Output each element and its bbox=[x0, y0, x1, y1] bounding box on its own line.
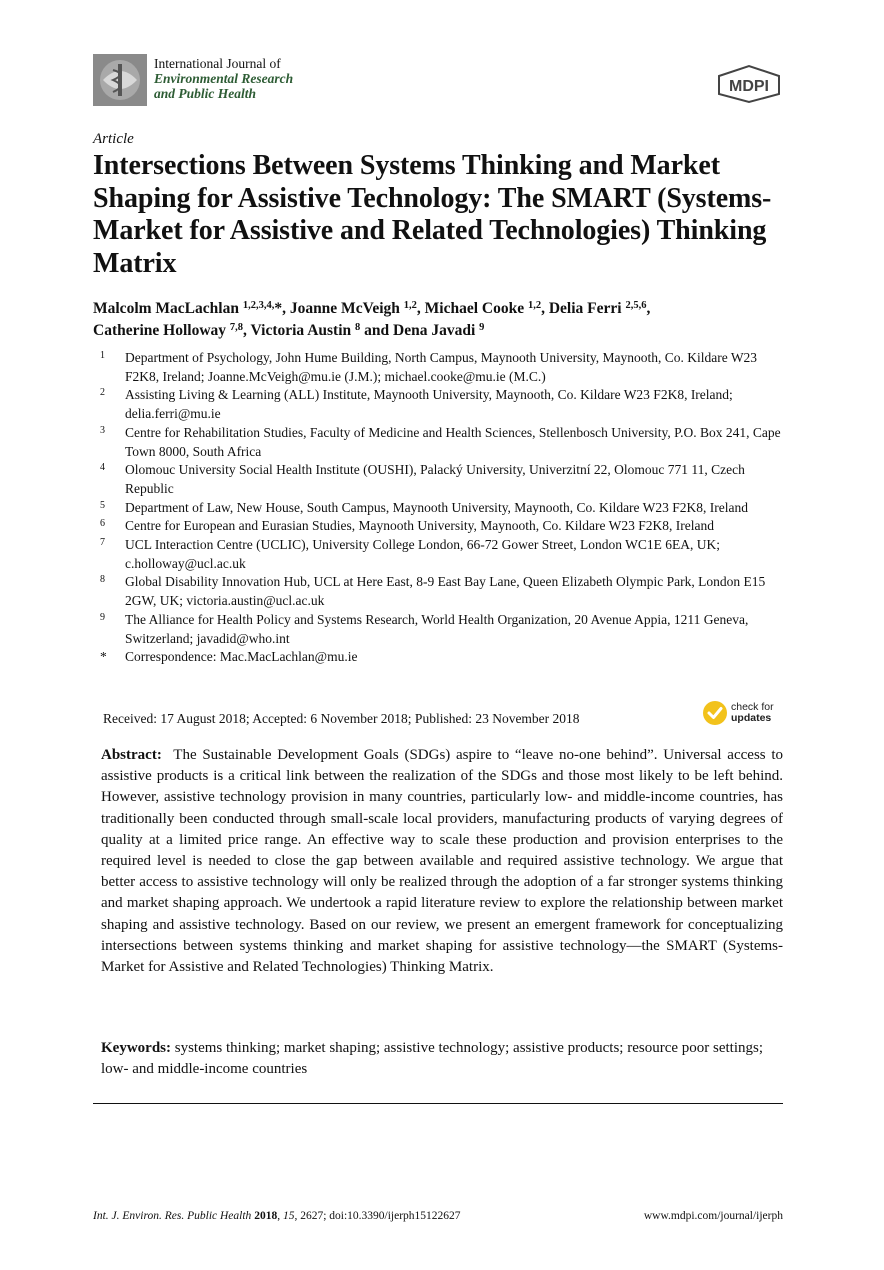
affiliation-item bbox=[100, 499, 790, 518]
keywords-text: systems thinking; market shaping; assistive technology; assistive products; resource poor settings; low- and middle-income countries bbox=[101, 1040, 764, 1078]
author-name: Dena Javadi bbox=[393, 322, 476, 339]
journal-logo bbox=[93, 54, 147, 106]
keywords-label: Keywords: bbox=[101, 1040, 171, 1056]
footer-journal-abbrev: Int. J. Environ. Res. Public Health bbox=[93, 1210, 252, 1222]
affiliation-number: 6 bbox=[100, 518, 105, 530]
affiliation-text: Assisting Living & Learning (ALL) Institute, Maynooth University, Maynooth, Co. Kildare W23 F2K8, Ireland; delia.ferri@mu.ie bbox=[125, 387, 733, 422]
affiliation-text: Department of Law, New House, South Campus, Maynooth University, Maynooth, Co. Kildare W23 F2K8, Ireland bbox=[125, 499, 749, 515]
affiliation-number: 4 bbox=[100, 462, 105, 474]
affiliation-item bbox=[100, 573, 790, 610]
affiliation-item bbox=[100, 648, 790, 667]
author-affiliation-markers: 9 bbox=[479, 322, 485, 333]
author-affiliation-markers: 7,8 bbox=[229, 322, 244, 333]
abstract bbox=[101, 745, 783, 978]
affiliation-number: 3 bbox=[100, 424, 105, 436]
affiliation-text: Global Disability Innovation Hub, UCL at Here East, 8-9 East Bay Lane, Queen Elizabeth Olympic Park, London E15 2GW, UK; victoria.austin@ucl.ac.uk bbox=[125, 574, 766, 609]
footer-year: 2018 bbox=[254, 1210, 278, 1222]
footer-journal-url[interactable]: www.mdpi.com/journal/ijerph bbox=[643, 1210, 783, 1222]
author-separator: , bbox=[646, 300, 651, 317]
affiliation-text: UCL Interaction Centre (UCLIC), University College London, 66-72 Gower Street, London WC1E 6EA, UK; c.holloway@ucl.ac.uk bbox=[125, 537, 721, 571]
affiliation-item bbox=[100, 461, 790, 498]
affiliation-number: * bbox=[100, 649, 107, 665]
journal-name-line3: and Public Health bbox=[154, 86, 257, 101]
affiliation-text: Correspondence: Mac.MacLachlan@mu.ie bbox=[125, 649, 358, 665]
footer-citation: Int. J. Environ. Res. Public Health 2018, 15, 2627; doi:10.3390/ijerph15122627 bbox=[93, 1210, 461, 1222]
author-separator: , bbox=[541, 300, 549, 317]
affiliation-text: The Alliance for Health Policy and Systems Research, World Health Organization, 20 Avenue Appia, 1211 Geneva, Switzerland; javadid@who.int bbox=[125, 611, 749, 646]
affiliation-text: Department of Psychology, John Hume Building, North Campus, Maynooth University, Maynooth, Co. Kildare W23 F2K8, Ireland; Joanne.McVeigh@mu.ie (J.M.); michael.cooke@mu.ie (M.C.) bbox=[125, 350, 758, 384]
affiliation-number: 8 bbox=[100, 574, 105, 586]
affiliation-item bbox=[100, 386, 790, 423]
affiliation-number: 7 bbox=[100, 537, 105, 549]
author-list bbox=[93, 298, 793, 342]
affiliation-text: Centre for Rehabilitation Studies, Faculty of Medicine and Health Sciences, Stellenbosch University, P.O. Box 241, Cape Town 8000, South Africa bbox=[125, 424, 781, 459]
footer-volume: 15 bbox=[282, 1210, 295, 1222]
affiliation-item bbox=[100, 611, 790, 648]
article-title: Intersections Between Systems Thinking and Market Shaping for Assistive Technology: The SMART (Systems-Market for Assistive and Related Technologies) Thinking Matrix bbox=[93, 150, 772, 279]
mdpi-logo bbox=[715, 64, 783, 104]
affiliation-text: Centre for European and Eurasian Studies, Maynooth University, Maynooth, Co. Kildare W23 F2K8, Ireland bbox=[125, 518, 715, 534]
affiliation-item bbox=[100, 349, 790, 386]
author-affiliation-markers: 8 bbox=[355, 322, 361, 333]
affiliation-text: Olomouc University Social Health Institute (OUSHI), Palacký University, Univerzitní 22, Olomouc 771 11, Czech Republic bbox=[125, 462, 745, 496]
mdpi-logo-text: MDPI bbox=[729, 78, 769, 95]
journal-name-line1: International Journal of bbox=[154, 56, 281, 71]
author-name: Joanne McVeigh bbox=[289, 300, 400, 317]
affiliation-number: 2 bbox=[100, 387, 105, 399]
author-name: Catherine Holloway bbox=[93, 322, 227, 339]
corresponding-author-marker: * bbox=[274, 300, 283, 317]
footer-doi: , 2627; doi:10.3390/ijerph15122627 bbox=[294, 1210, 461, 1222]
section-divider bbox=[93, 1103, 783, 1104]
affiliation-item bbox=[100, 536, 790, 573]
author-separator: , bbox=[243, 322, 251, 339]
author-affiliation-markers: 1,2,3,4, bbox=[242, 300, 275, 311]
check-updates-line1: check for bbox=[731, 701, 774, 713]
author-name: Michael Cooke bbox=[424, 300, 525, 317]
author-name: Malcolm MacLachlan bbox=[93, 300, 239, 317]
author-affiliation-markers: 2,5,6 bbox=[625, 300, 647, 311]
keywords bbox=[101, 1038, 783, 1080]
author-separator: , bbox=[282, 300, 290, 317]
author-separator: , bbox=[416, 300, 425, 317]
author-affiliation-markers: 1,2 bbox=[527, 300, 542, 311]
article-type: Article bbox=[93, 131, 134, 147]
journal-name bbox=[154, 56, 293, 101]
affiliation-number: 9 bbox=[100, 611, 105, 623]
check-for-updates-badge[interactable] bbox=[702, 698, 784, 728]
author-name: Victoria Austin bbox=[250, 322, 352, 339]
affiliation-list bbox=[100, 349, 790, 667]
affiliation-item bbox=[100, 424, 790, 461]
check-updates-line2: updates bbox=[731, 712, 772, 724]
check-updates-icon bbox=[702, 700, 728, 726]
affiliation-number: 1 bbox=[100, 350, 105, 361]
author-name: Delia Ferri bbox=[548, 300, 622, 317]
publication-dates: Received: 17 August 2018; Accepted: 6 November 2018; Published: 23 November 2018 bbox=[103, 711, 580, 726]
affiliation-number: 5 bbox=[100, 499, 105, 511]
journal-name-line2: Environmental Research bbox=[154, 71, 294, 86]
abstract-text: The Sustainable Development Goals (SDGs) aspire to “leave no-one behind”. Universal access to assistive products is a critical link between the realization of the SDGs and those most likely to be left behind. However, assistive technology provision in many countries, particularly low- and middle-income countries, has traditionally been conducted through small-scale local providers, manufacturing products of varying degrees of quality at a limited price range. An effective way to scale these production and provision enterprises to the required level is needed to close the gap between available and required assistive technology. We argue that better access to assistive technology will only be realized through the adoption of a far stronger systems thinking and market shaping approach. We undertook a rapid literature review to explore the relationship between market shaping and assistive technology. Based on our review, we present an emergent framework for conceptualizing intersections between systems thinking and market shaping for assistive technology—the SMART (Systems-Market for Assistive and Related Technologies) Thinking Matrix. bbox=[101, 747, 784, 976]
abstract-label: Abstract: bbox=[101, 747, 162, 763]
author-separator: and bbox=[360, 322, 393, 339]
affiliation-item bbox=[100, 517, 790, 536]
author-affiliation-markers: 1,2 bbox=[403, 300, 417, 311]
